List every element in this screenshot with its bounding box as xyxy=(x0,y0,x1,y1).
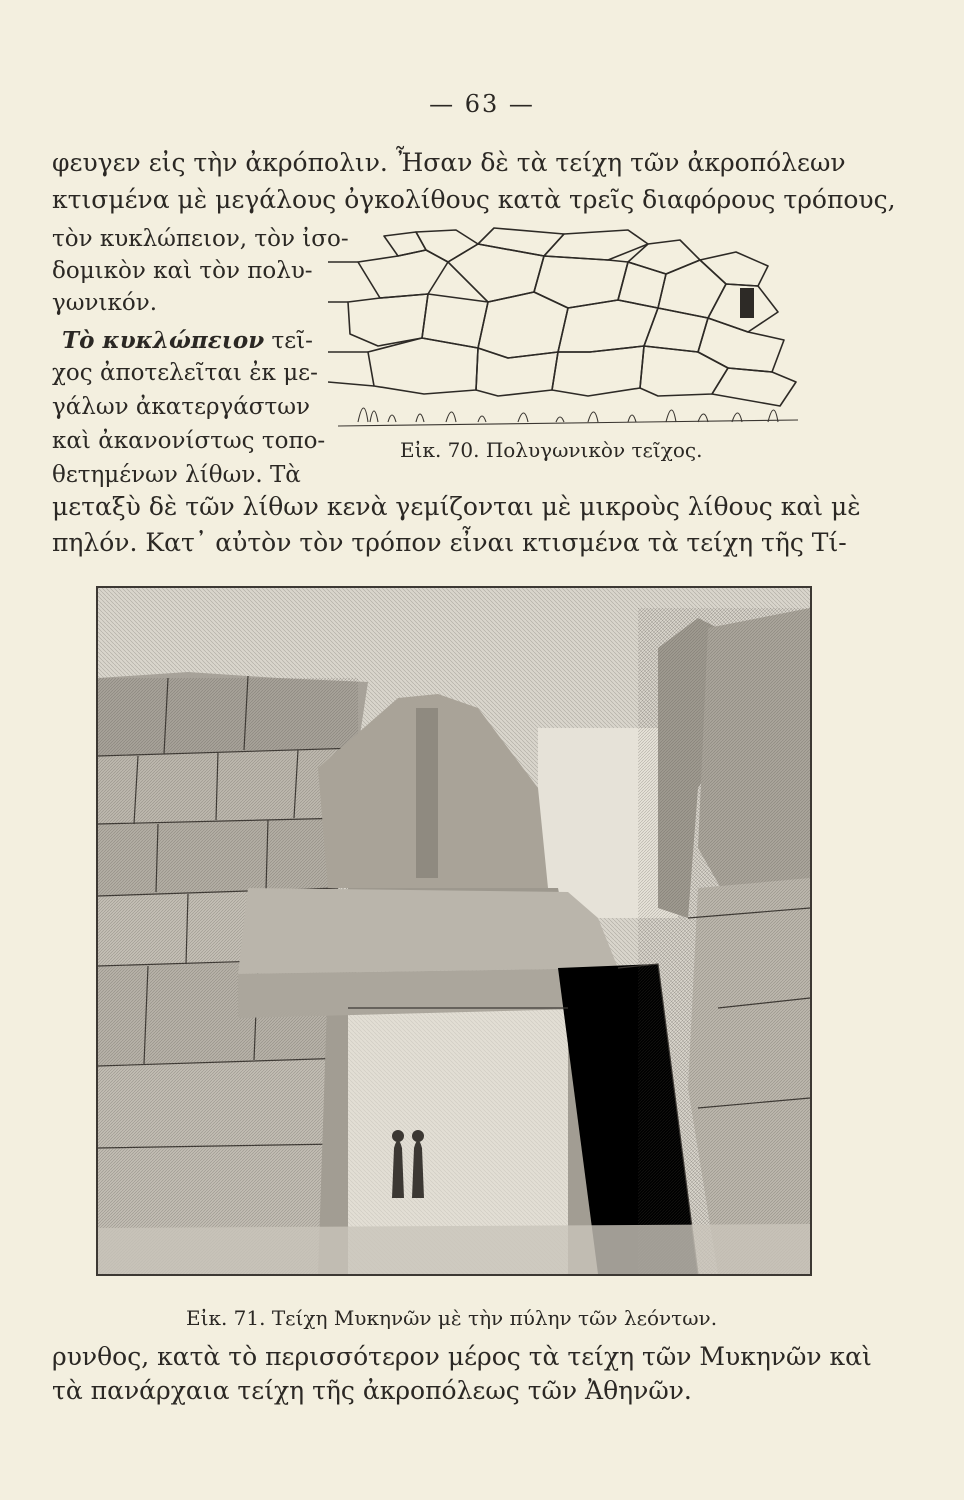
text-line-11: μεταξὺ δὲ τῶν λίθων κενὰ γεμίζονται μὲ μικροὺς λίθους καὶ μὲ xyxy=(52,492,861,521)
text-line-13: ρυνθος, κατὰ τὸ περισσότερον μέρος τὰ τείχη τῶν Μυκηνῶν καὶ xyxy=(52,1342,872,1371)
page-number: — 63 — xyxy=(429,90,535,118)
text-line-4: δομικὸν καὶ τὸν πολυ- xyxy=(52,258,313,284)
dark-gap xyxy=(740,288,754,318)
figure-70-caption: Εἰκ. 70. Πολυγωνικὸν τεῖχος. xyxy=(400,438,703,462)
text-line-12: πηλόν. Κατ᾽ αὐτὸν τὸν τρόπον εἶναι κτισμένα τὰ τείχη τῆς Τί- xyxy=(52,528,847,557)
text-line-8: γάλων ἀκατεργάστων xyxy=(52,394,310,420)
text-line-3: τὸν κυκλώπειον, τὸν ἰσο- xyxy=(52,226,349,252)
text-line-10: θετημένων λίθων. Τὰ xyxy=(52,462,301,488)
text-line-6 xyxy=(62,327,313,354)
text-line-2: κτισμένα μὲ μεγάλους ὀγκολίθους κατὰ τρεῖς διαφόρους τρόπους, xyxy=(52,185,896,214)
bold-term: Τὸ κυκλώπειον xyxy=(62,327,265,354)
polygonal-wall-figure xyxy=(328,222,800,432)
text-line-1: φευγεν εἰς τὴν ἀκρόπολιν. Ἦσαν δὲ τὰ τείχη τῶν ἀκροπόλεων xyxy=(52,148,846,177)
text-line-9: καὶ ἀκανονίστως τοπο- xyxy=(52,428,326,454)
figure-71-caption: Εἰκ. 71. Τείχη Μυκηνῶν μὲ τὴν πύλην τῶν λεόντων. xyxy=(186,1306,718,1330)
text-line-6-rest: τεῖ- xyxy=(264,328,313,354)
text-line-7: χος ἀποτελεῖται ἐκ με- xyxy=(52,360,318,386)
text-line-5: γωνικόν. xyxy=(52,290,158,316)
mycenae-walls-lion-gate-engraving xyxy=(96,586,812,1276)
text-line-14: τὰ πανάρχαια τείχη τῆς ἀκροπόλεως τῶν Ἀθηνῶν. xyxy=(52,1376,692,1405)
